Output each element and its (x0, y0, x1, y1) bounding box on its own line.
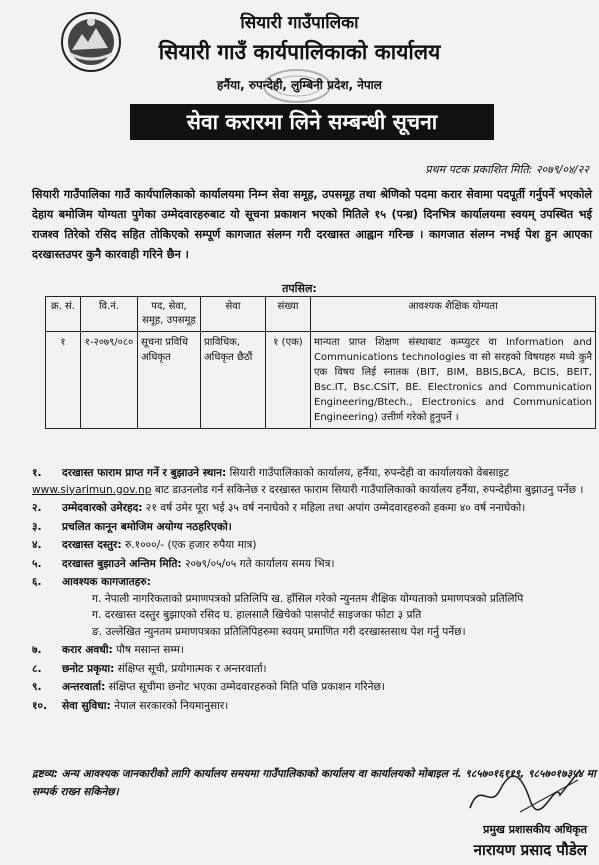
item-label: दरखास्त बुझाउने अन्तिम मिति: (62, 557, 182, 570)
item-number: ६. (32, 576, 42, 588)
notice-banner: सेवा करारमा लिने सम्बन्धी सूचना (130, 104, 494, 140)
item-label: उम्मेदवारको उमेरहद: (62, 502, 143, 514)
list-item (32, 679, 597, 696)
item-label: सेवा सुविधा: (62, 699, 111, 712)
item-text: संक्षिप्त सूची, प्रयोगात्मक र अन्तरवार्ता। (114, 662, 267, 675)
item-text: नेपाल सरकारको नियमानुसार। (110, 699, 229, 712)
item-label: आवश्यक कागजातहरु: (62, 576, 151, 588)
table-title: तपसिल: (282, 282, 317, 295)
header-qualification: आवश्यक शैक्षिक योग्यता (311, 297, 596, 332)
item-text: बाट डाउनलोड गर्न सकिनेछ र दरखास्त फाराम सियारी गाउँपालिकाको कार्यालय हर्नैया, रुपन्देहीमा बुझाउनु पर्नेछ । (151, 483, 584, 496)
item-number: ९. (32, 681, 42, 693)
table-header-row (46, 297, 596, 332)
intro-paragraph: सियारी गाउँपालिका गाउँ कार्यपालिकाको कार्यालयमा निम्न सेवा समूह, उपसमूह तथा श्रेणिको पदमा करार सेवामा पदपूर्ती गर्नुपर्ने भएकोले देहाय बमोजिम योग्यता पुगेका उम्मेदवारहरुबाट यो सूचना प्रकाशन भएको मितिले १५ (पन्ध्र) दिनभित्र कार्यालयमा स्वयम् उपस्थित भई राजश्व तिरेको रसिद सहित तोकिएको सम्पूर्ण कागजात संलग्न गरी दरखास्त आह्वान गरिन्छ । कागजात संलग्न नभई पेश हुन आएका दरखास्तउपर कुनै कारवाही गरिने छैन । (32, 188, 592, 261)
header-post: पद, सेवा, समूह, उपसमूह (138, 297, 201, 332)
list-item (32, 698, 597, 715)
cell-sn: १ (46, 332, 81, 429)
list-item (32, 574, 597, 640)
item-number: ३. (32, 520, 42, 533)
item-number: ५. (32, 557, 42, 570)
cell-vn: १-२०७९/०८० (81, 332, 138, 429)
list-item (32, 556, 597, 573)
header-sn: क्र. सं. (46, 297, 81, 332)
item-number: १. (32, 467, 42, 479)
item-label: छनोट प्रकृया: (62, 662, 115, 675)
signature-icon (460, 760, 590, 820)
item-text: संक्षिप्त सूचीमा छनोट भएका उम्मेदवारहरुको मिति पछि प्रकाशन गरिनेछ। (105, 681, 385, 693)
item-text: रु.१०००/- (एक हजार रुपैया मात्र) (121, 539, 257, 551)
header-service: सेवा (201, 297, 266, 332)
cell-post: सूचना प्रविधि अधिकृत (138, 332, 201, 429)
list-item (32, 661, 597, 678)
item-text: २०७९/०५/०५ गते कार्यालय समय भित्र। (181, 557, 335, 570)
website-link[interactable]: www.siyarimun.gov.np (32, 483, 152, 496)
document-line: ग. दरखास्त दस्तुर बुझाएको रसिद घ. हालसालै खिचेको पासपोर्ट साइजका फोटा ३ प्रति (92, 609, 422, 621)
item-text: पौष मसान्त सम्म। (112, 644, 184, 656)
item-number: २. (32, 502, 42, 514)
cell-qualification: मान्यता प्राप्त शिक्षण संस्थाबाट कम्प्युटर वा Information and Communications technologies वा सो सरहको विषयहरु मध्ये कुनै एक विषय लिई स्नातक (BIT, BIM, BBIS,BCA, BCIS, BEIT, Bsc.IT, Bsc.CSIT, BE. Electronics and Communication Engineering/Btech., Electronics and Communication Engineering) उत्तीर्ण गरेको हुनुपर्ने । (311, 332, 596, 429)
signatory-role: प्रमुख प्रशासकीय अधिकृत (483, 823, 587, 836)
item-text: सियारी गाउँपालिकाको कार्यालय, हर्नैया, रुपन्देही वा कार्यालयको वेबसाइट (226, 467, 509, 479)
table-row (46, 332, 596, 429)
publish-date: प्रथम पटक प्रकाशित मिति: २०७९/०४/२२ (425, 163, 589, 176)
office-stamp-icon (262, 68, 332, 104)
contact-note: द्रष्टव्य: अन्य आवश्यक जानकारीको लागि कार्यालय समयमा गाउँपालिकाको कार्यालय वा कार्यालयको मोबाइल नं. ९८५७०१६११९, ९८५७०१७३५४ मा सम्पर्क राख्न सकिनेछ। (32, 768, 596, 798)
signatory-name: नारायण प्रसाद पौडेल (473, 841, 587, 859)
cell-count: १ (एक) (266, 332, 311, 429)
item-number: ४. (32, 539, 42, 551)
cell-service: प्राविधिक, अधिकृत छैठौं (201, 332, 266, 429)
office-address: हर्नैया, रुपन्देही, लुम्बिनी प्रदेश, नेपाल (217, 78, 382, 92)
item-number: १०. (32, 699, 48, 712)
item-text: २१ वर्ष उमेर पूरा भई ३५ वर्ष ननाघेको र महिला तथा अपांग उम्मेदवारहरुको हकमा ४० वर्ष ननाघेको। (142, 502, 526, 514)
list-item (32, 537, 597, 554)
item-label: करार अवधी: (62, 644, 113, 656)
item-number: ७. (32, 644, 42, 656)
header-count: संख्या (266, 297, 311, 332)
list-item (32, 500, 597, 517)
document-line: ङ. उल्लेखित न्युनतम प्रमाणपत्रका प्रतिलिपिहरुमा स्वयम् प्रमाणित गरी दरखास्तसाथ पेश गर्नु पर्नेछ। (92, 625, 466, 638)
municipality-name: सियारी गाउँपालिका (240, 13, 359, 33)
document-line: ग. नेपाली नागरिकताको प्रमाणपत्रको प्रतिलिपि ख. हाँसिल गरेको न्युनतम शैक्षिक योग्यताको प्रमाणपत्रको प्रतिलिपि (92, 592, 524, 605)
list-item (32, 519, 597, 536)
requirements-table (45, 296, 596, 429)
item-label: प्रचलित कानून बमोजिम अयोग्य नठहरिएको। (62, 520, 232, 533)
item-label: दरखास्त फाराम प्राप्त गर्ने र बुझाउने स्थान: (62, 467, 227, 479)
office-name: सियारी गाउँ कार्यपालिकाको कार्यालय (158, 40, 441, 64)
item-label: दरखास्त दस्तुर: (62, 539, 122, 551)
item-label: अन्तरवार्ता: (62, 681, 106, 693)
conditions-list (32, 465, 597, 716)
list-item (32, 642, 597, 659)
list-item (32, 465, 597, 498)
header-vn: वि.नं. (81, 297, 138, 332)
item-number: ८. (32, 662, 42, 675)
